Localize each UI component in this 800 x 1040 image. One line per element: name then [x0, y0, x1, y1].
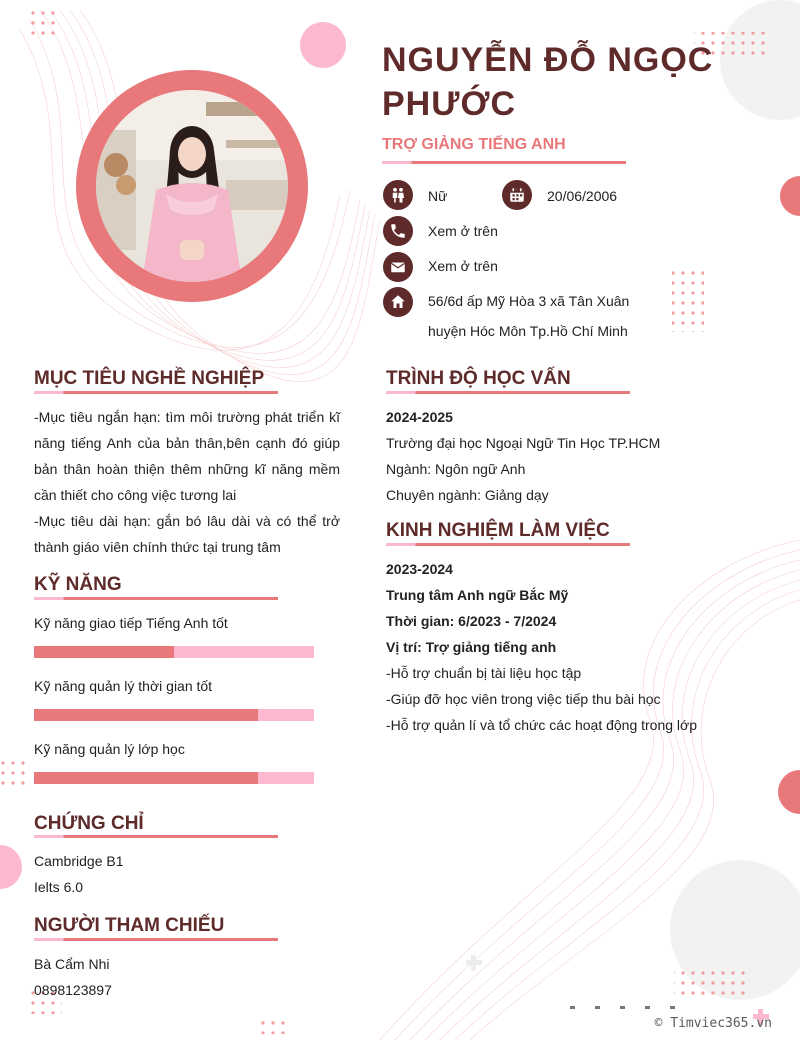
- experience-position: Vị trí: Trợ giảng tiếng anh: [386, 639, 557, 655]
- objective-underline: [34, 391, 278, 394]
- references-title: NGƯỜI THAM CHIẾU: [34, 915, 225, 936]
- education-underline: [386, 391, 630, 394]
- avatar: [96, 90, 288, 282]
- candidate-name: NGUYỄN ĐỖ NGỌC PHƯỚC: [382, 41, 714, 123]
- education-major: Ngành: Ngôn ngữ Anh: [386, 461, 526, 477]
- job-title-underline: [382, 161, 626, 164]
- skill-bar: [34, 646, 314, 658]
- objective-title: MỤC TIÊU NGHỀ NGHIỆP: [34, 368, 265, 389]
- objective-section: [34, 404, 340, 560]
- experience-time: Thời gian: 6/2023 - 7/2024: [386, 613, 557, 629]
- skill-bar-fill: [34, 646, 174, 658]
- skill-label: Kỹ năng giao tiếp Tiếng Anh tốt: [34, 615, 228, 631]
- skills-underline: [34, 597, 278, 600]
- address-line-1: 56/6d ấp Mỹ Hòa 3 xã Tân Xuân: [428, 293, 630, 309]
- experience-title: KINH NGHIỆM LÀM VIỆC: [386, 520, 610, 541]
- experience-underline: [386, 543, 630, 546]
- skill-bar-fill: [34, 709, 258, 721]
- experience-section: [386, 556, 776, 738]
- gender-value: Nữ: [428, 188, 448, 204]
- objective-long-term: -Mục tiêu dài hạn: gắn bó lâu dài và có thể trở thành giáo viên chính thức tại trung tâm: [34, 513, 340, 555]
- email-icon: [383, 252, 413, 282]
- email-value: Xem ở trên: [428, 258, 498, 274]
- references-section: [34, 951, 112, 1003]
- experience-duty: -Hỗ trợ chuẩn bị tài liệu học tập: [386, 665, 582, 681]
- home-icon: [383, 287, 413, 317]
- experience-period: 2023-2024: [386, 561, 453, 577]
- certificates-underline: [34, 835, 278, 838]
- education-school: Trường đại học Ngoại Ngữ Tin Học TP.HCM: [386, 435, 661, 451]
- certificate-item: Cambridge B1: [34, 853, 124, 869]
- skill-bar: [34, 709, 314, 721]
- education-title: TRÌNH ĐỘ HỌC VẤN: [386, 368, 571, 389]
- job-title: TRỢ GIẢNG TIẾNG ANH: [382, 136, 566, 153]
- reference-phone: 0898123897: [34, 982, 112, 998]
- certificates-list: [34, 848, 124, 900]
- birthday-value: 20/06/2006: [547, 188, 618, 204]
- certificate-item: Ielts 6.0: [34, 879, 84, 895]
- objective-short-term: -Mục tiêu ngắn hạn: tìm môi trường phát triển kĩ năng tiếng Anh của bản thân,bên cạnh đó giúp bản thân hoàn thiện thêm những kĩ năng mềm cần thiết cho công việc tương lai: [34, 409, 340, 503]
- education-section: [386, 404, 776, 508]
- skill-bar-fill: [34, 772, 258, 784]
- skill-label: Kỹ năng quản lý lớp học: [34, 741, 185, 757]
- phone-icon: [383, 216, 413, 246]
- address-line-2: huyện Hóc Môn Tp.Hồ Chí Minh: [428, 323, 628, 339]
- gender-icon: [383, 180, 413, 210]
- reference-name: Bà Cẩm Nhi: [34, 956, 110, 972]
- skill-bar: [34, 772, 314, 784]
- avatar-illustration: [96, 90, 288, 282]
- certificates-title: CHỨNG CHỈ: [34, 813, 144, 834]
- experience-company: Trung tâm Anh ngữ Bắc Mỹ: [386, 587, 569, 603]
- phone-value: Xem ở trên: [428, 223, 498, 239]
- references-underline: [34, 938, 278, 941]
- education-specialization: Chuyên ngành: Giảng dạy: [386, 487, 549, 503]
- watermark: © Timviec365.vn: [654, 1016, 772, 1031]
- skills-title: KỸ NĂNG: [34, 574, 122, 595]
- experience-duty: -Hỗ trợ quản lí và tổ chức các hoạt động trong lớp: [386, 717, 698, 733]
- skill-label: Kỹ năng quản lý thời gian tốt: [34, 678, 213, 694]
- education-period: 2024-2025: [386, 409, 453, 425]
- calendar-icon: [502, 180, 532, 210]
- experience-duty: -Giúp đỡ học viên trong việc tiếp thu bài học: [386, 691, 661, 707]
